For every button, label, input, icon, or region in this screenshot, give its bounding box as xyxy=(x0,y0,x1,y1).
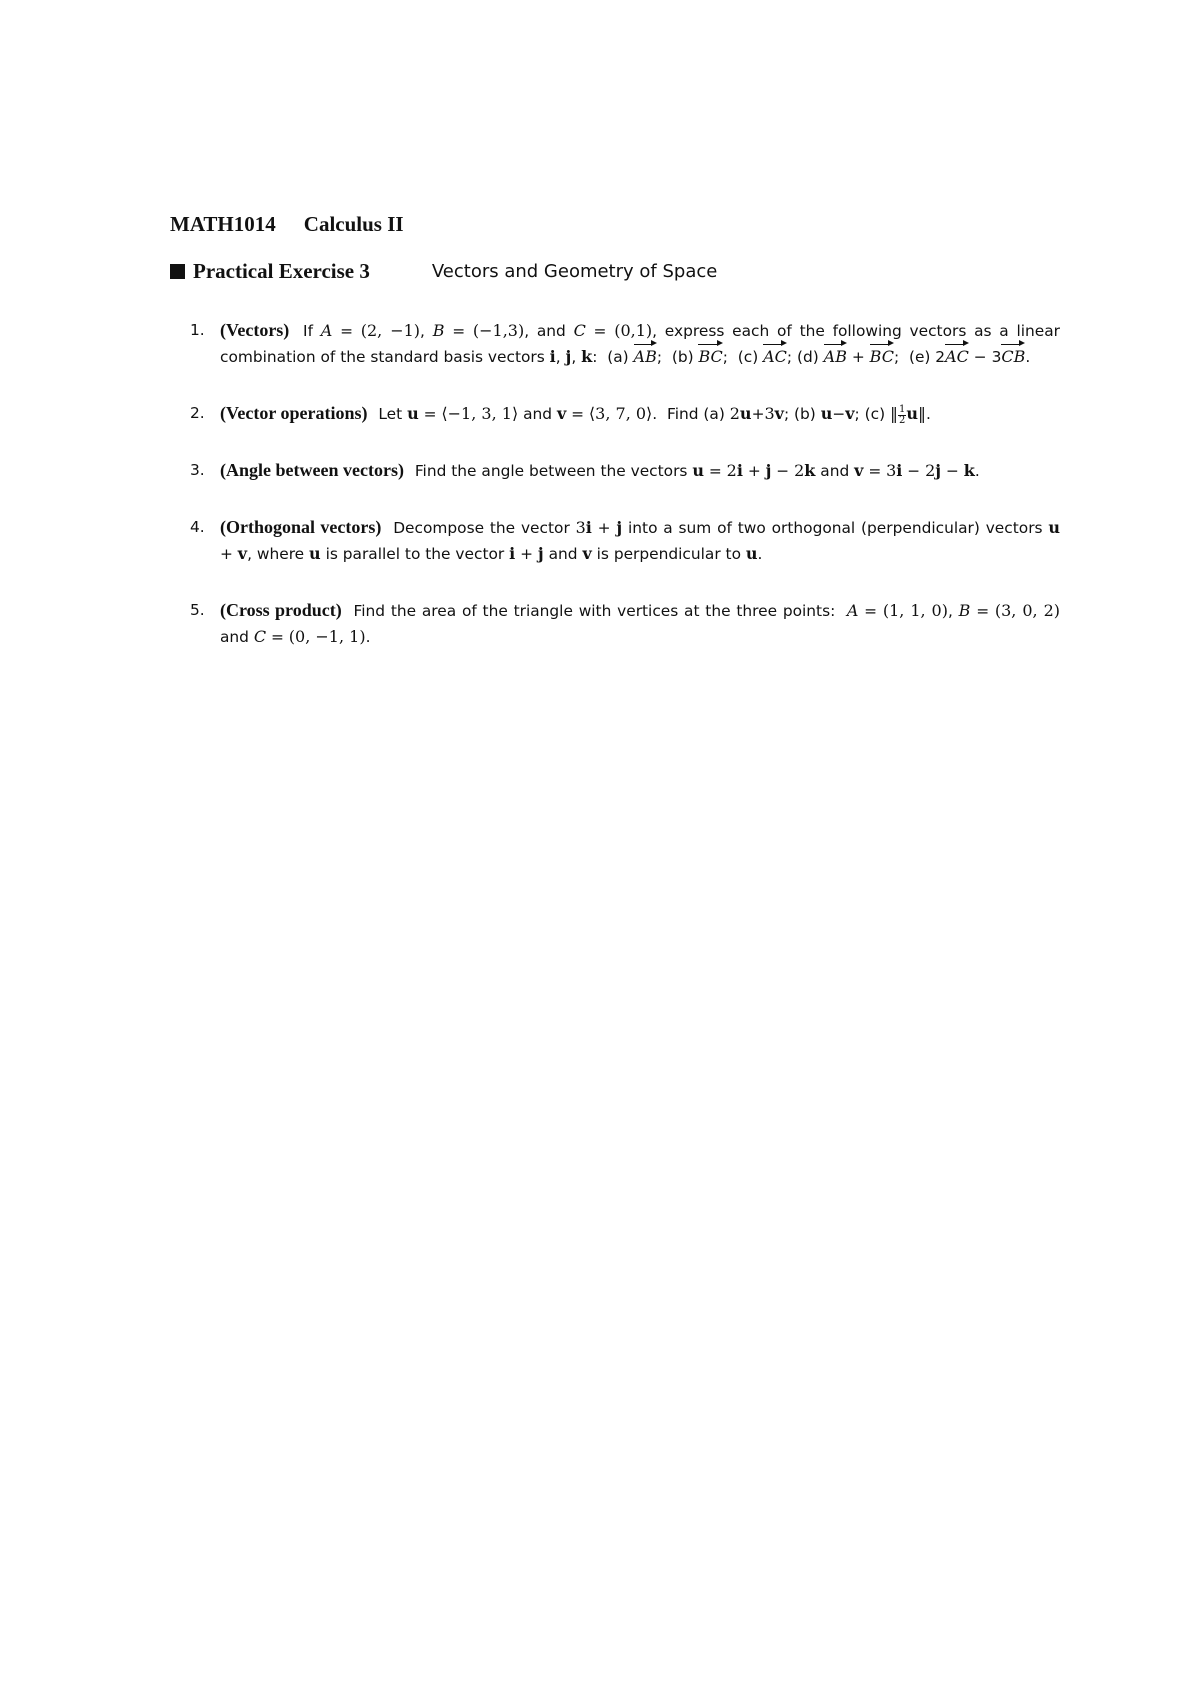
problem-number: 1. xyxy=(190,321,205,339)
exercise-heading xyxy=(170,259,717,284)
problem-list xyxy=(190,318,1060,681)
problem-text: (Cross product) Find the area of the triangle with vertices at the three points: A = (1, 1, 0), B = (3, 0, 2) and C = (0, −1, 1). xyxy=(220,600,1061,646)
problem-3 xyxy=(190,458,1060,484)
problem-2 xyxy=(190,401,1060,427)
problem-1 xyxy=(190,318,1060,370)
problem-4 xyxy=(190,515,1060,567)
problem-text: (Angle between vectors) Find the angle between the vectors u = 2i + j − 2k and v = 3i − 2j − k. xyxy=(220,460,980,480)
course-name: Calculus II xyxy=(303,212,404,236)
course-heading xyxy=(170,212,404,237)
problem-heading: (Angle between vectors) xyxy=(220,460,404,480)
problem-number: 3. xyxy=(190,461,205,479)
problem-number: 2. xyxy=(190,404,205,422)
course-code: MATH1014 xyxy=(170,212,276,236)
problem-text: (Vector operations) Let u = ⟨−1, 3, 1⟩ and v = ⟨3, 7, 0⟩. Find (a) 2u+3v; (b) u−v; (c) ‖ $\frac{1}{2}$ u‖. xyxy=(220,403,931,426)
problem-text: (Vectors) If A = (2, −1), B = (−1,3), and C = (0,1), express each of the following vectors as a linear combination of the standard basis vectors i, j, k: (a) AB; (b) BC; (c) AC; (d) AB + BC; (e) 2AC − 3CB. xyxy=(220,322,1060,366)
black-square-bullet-icon xyxy=(170,264,185,279)
problem-heading: (Orthogonal vectors) xyxy=(220,517,382,537)
problem-text: (Orthogonal vectors) Decompose the vector 3i + j into a sum of two orthogonal (perpendicular) vectors u + v, where u is parallel to the vector i + j and v is perpendicular to u. xyxy=(220,517,1060,563)
exercise-topic: Vectors and Geometry of Space xyxy=(431,261,718,282)
exercise-title: Practical Exercise 3 xyxy=(193,259,370,283)
problem-number: 4. xyxy=(190,518,205,536)
problem-heading: (Cross product) xyxy=(220,600,342,620)
problem-heading: (Vector operations) xyxy=(220,403,368,423)
problem-5 xyxy=(190,598,1060,650)
problem-number: 5. xyxy=(190,601,205,619)
problem-heading: (Vectors) xyxy=(220,320,290,340)
